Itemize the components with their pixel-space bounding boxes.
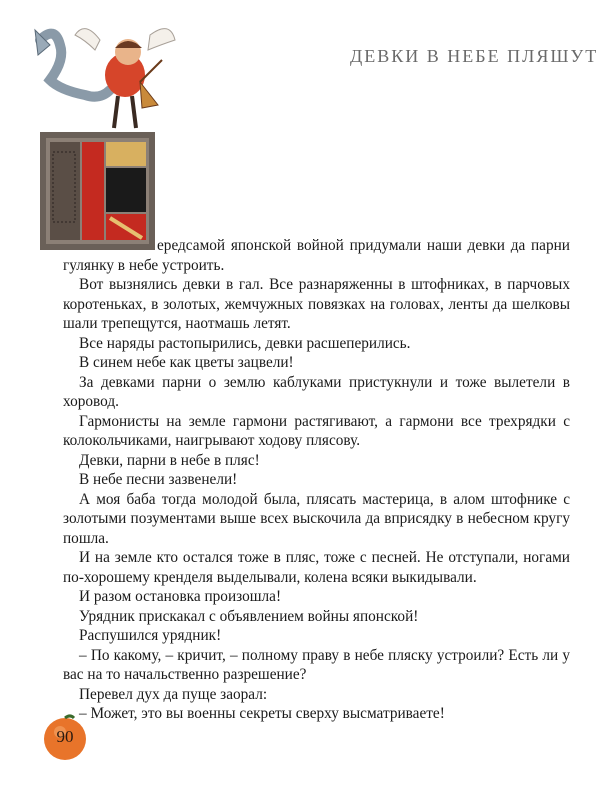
paragraph: – По какому, – кричит, – полному праву в небе пляску устроили? Есть ли у вас на то начальственно разрешение? — [63, 646, 570, 683]
page-number-badge — [40, 712, 90, 762]
paragraph: ередсамой японской войной придумали наши девки да парни гулянку в небе устроить. — [63, 237, 570, 274]
paragraph: – Может, это вы военны секреты сверху высматриваете! — [79, 705, 445, 722]
paragraph: В небе песни зазвенели! — [79, 471, 238, 488]
paragraph: В синем небе как цветы зацвели! — [79, 354, 294, 371]
paragraph: Распушился урядник! — [79, 627, 222, 644]
paragraph: За девками парни о землю каблуками пристукнули и тоже вылетели в хоровод. — [63, 373, 570, 410]
flying-mermaid-illustration — [30, 20, 180, 140]
paragraph: Все наряды растопырились, девки расшеперились. — [79, 334, 411, 352]
paragraph: И на земле кто остался тоже в пляс, тоже с песней. Не отступали, ногами по-хорошему кренделя выделывали, колена всяки выкидывали. — [63, 549, 570, 586]
paragraph: Девки, парни в небе в пляс! — [79, 451, 260, 469]
page-number: 90 — [56, 727, 74, 746]
paragraph: Перевел дух да пуще заорал: — [79, 685, 268, 703]
running-title: ДЕВКИ В НЕБЕ ПЛЯШУТ — [350, 46, 599, 66]
drop-cap-letter-p — [40, 132, 155, 250]
paragraph: Гармонисты на земле гармони растягивают, а гармони все трехрядки с колокольчиками, наигрывают ходову плясову. — [63, 412, 570, 449]
paragraph: А моя баба тогда молодой была, плясать мастерица, в алом штофнике с золотыми позументами выше всех выскочила да вприсядку в небесном кругу пошла. — [63, 490, 570, 547]
paragraph: И разом остановка произошла! — [79, 588, 282, 605]
body-text — [63, 236, 570, 724]
paragraph: Урядник прискакал с объявлением войны японской! — [79, 607, 419, 625]
paragraph: Вот вызнялись девки в гал. Все разнаряженны в штофниках, в парчовых коротеньках, в золотых, жемчужных повязках на головах, ленты да шелковы шали трепещутся, наотмашь летят. — [63, 276, 570, 332]
